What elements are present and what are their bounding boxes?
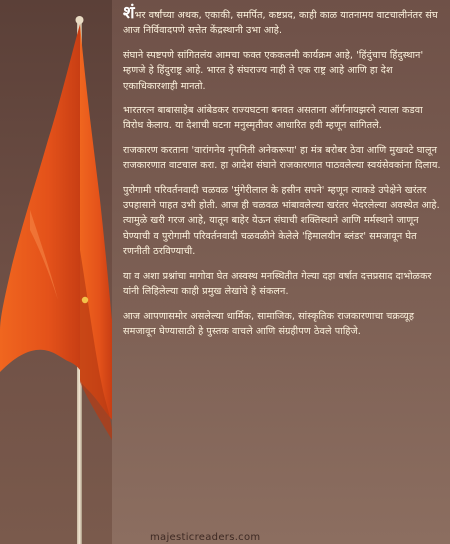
drop-cap: शं <box>123 3 135 23</box>
saffron-flag-illustration <box>0 0 112 544</box>
blurb-paragraph-6: या व अशा प्रश्नांचा मागोवा घेत अस्वस्थ मनस्थितीत गेल्या दहा वर्षात दत्तप्रसाद दाभोळकर यांनी लिहिलेल्या काही प्रमुख लेखांचे हे संकलन. <box>123 270 432 298</box>
blurb-paragraph-7: आज आपणासमोर असलेल्या धार्मिक, सामाजिक, सांस्कृतिक राजकारणाचा चक्रव्यूह समजावून घेण्यासाठी हे पुस्तक वाचले आणि संग्रहीपण ठेवले पाहिजे. <box>123 310 415 337</box>
blurb-paragraph-5: पुरोगामी परिवर्तनवादी चळवळ 'मुंगेरीलाल के हसीन सपने' म्हणून त्याकडे उपेक्षेने खरंतर उपहासाने पाहत उभी होती. आज ही चळवळ भांबावलेल्या खरंतर भेदरलेल्या अवस्थेत आहे. त्यामुळे खरी गरज आहे, यातून बाहेर येऊन संघाची शक्तिस्थाने आणि मर्मस्थाने जाणून घेण्याची व पुरोगामी परिवर्तनवादी चळवळीने केलेले 'हिमालयीन ब्लंडर' समजावून घेत रणनीती ठरविण्याची. <box>123 184 440 258</box>
pole-finial <box>76 16 84 24</box>
blurb-paragraph-3: भारतरत्न बाबासाहेब आंबेडकर राज्यघटना बनवत असताना ऑर्गनायझरने त्याला कडवा विरोध केलाय. या देशाची घटना मनुस्मृतीवर आधारित हवी म्हणून सांगितले. <box>123 105 423 132</box>
blurb-text <box>123 3 445 348</box>
blurb-paragraph-2: संघाने स्पष्टपणे सांगितलंय आमचा फक्त एककलमी कार्यक्रम आहे, 'हिंदुंचाच हिंदुस्थान' म्हणजे हे हिंदुराष्ट्र आहे. भारत हे संघराज्य नाही ते एक राष्ट्र आहे आणि हा देश एकाधिकारशाही मानतो. <box>123 49 424 92</box>
flag-knot <box>82 297 88 303</box>
blurb-paragraph-1-text: भर वर्षांच्या अथक, एकाकी, समर्पित, कष्टप्रद, काही काळ यातनामय वाटचालीनंतर संघ आज निर्विवादपणे सत्तेत केंद्रस्थानी उभा आहे. <box>123 10 438 37</box>
watermark: majesticreaders.com <box>150 532 261 543</box>
blurb-paragraph-1 <box>123 3 445 39</box>
blurb-paragraph-4: राजकारण करताना 'वारांगनेव नृपनिती अनेकरूपा' हा मंत्र बरोबर ठेवा आणि मुखवटे घालून राजकारणात वाटचाल करा. हा आदेश संघाने राजकारणात पाठवलेल्या स्वयंसेवकांना दिलाय. <box>123 144 441 172</box>
